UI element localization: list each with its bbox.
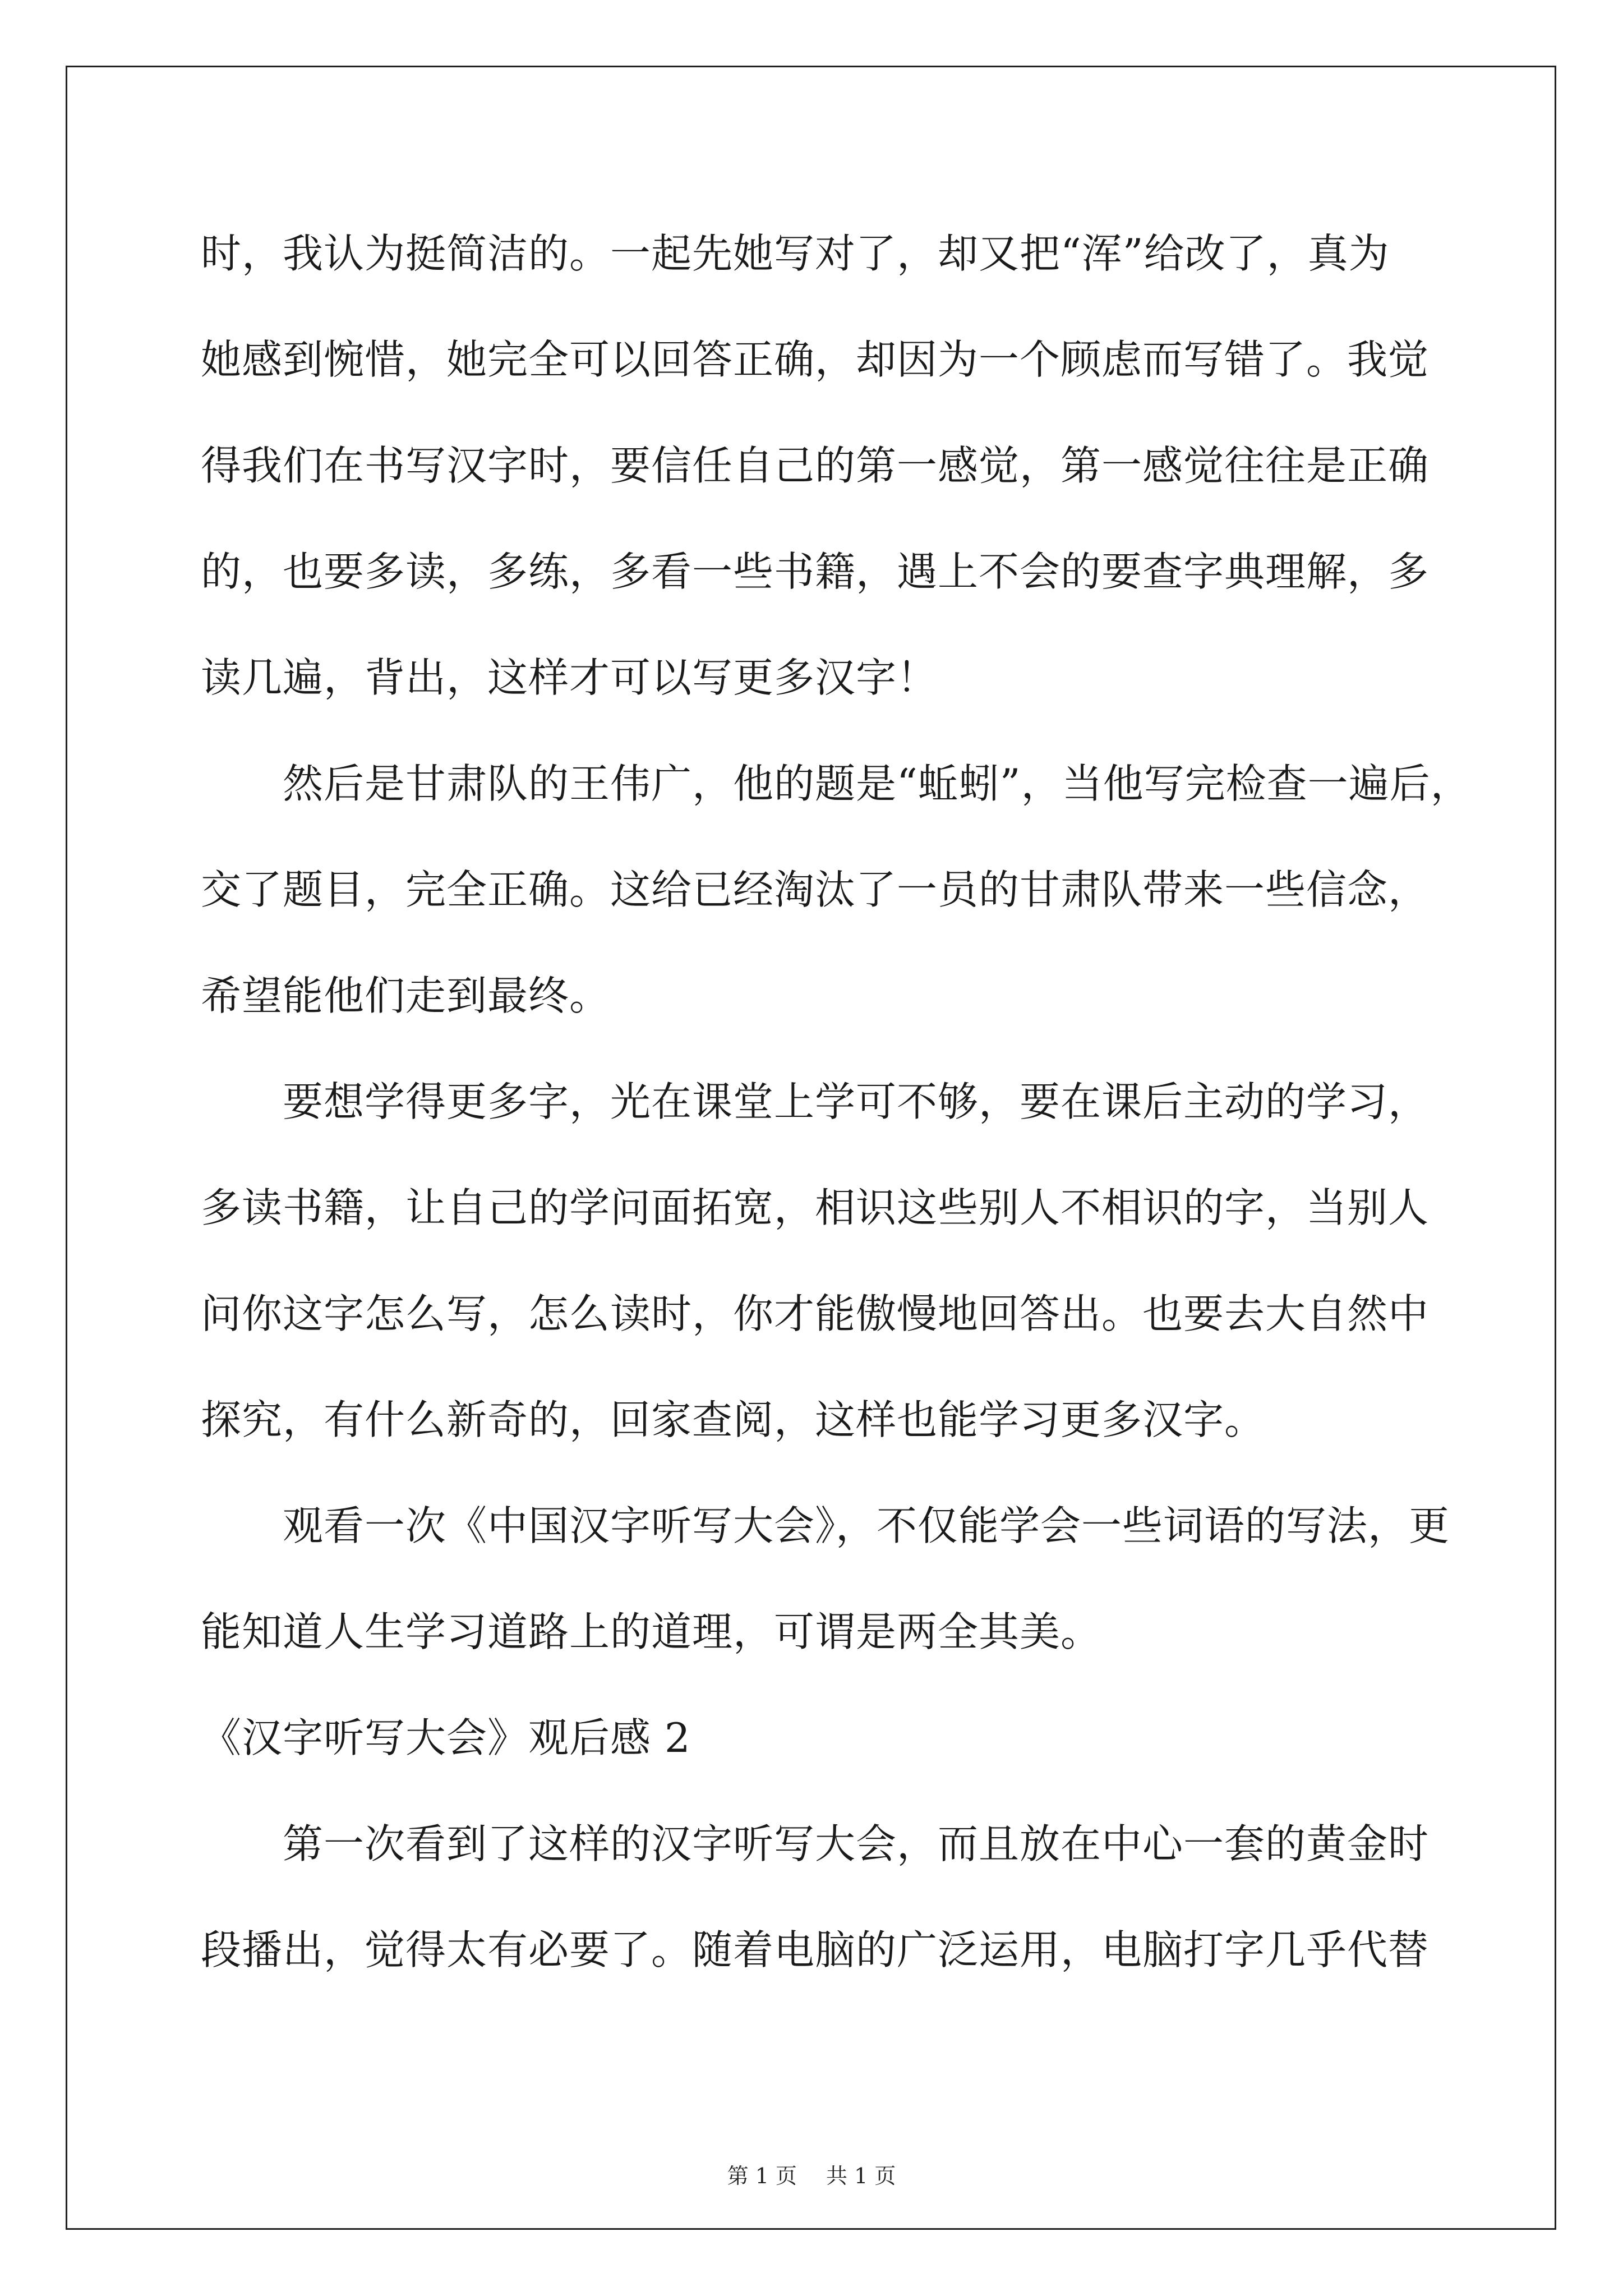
document-body [201,209,1472,2011]
section-heading: 《汉字听写大会》观后感 2 [201,1714,691,1761]
paragraph-start-line: 要想学得更多字，光在课堂上学可不够，要在课后主动的学习， [283,1078,1430,1125]
paragraph-start-line: 第一次看到了这样的汉字听写大会，而且放在中心一套的黄金时 [283,1820,1430,1867]
paragraph-start-line: 然后是甘肃队的王伟广，他的题是“蚯蚓”，当他写完检查一遍后， [283,760,1472,807]
text-line: 希望能他们走到最终。 [201,972,611,1019]
text-line: 的，也要多读，多练，多看一些书籍，遇上不会的要查字典理解，多 [201,548,1430,595]
text-line: 能知道人生学习道路上的道理，可谓是两全其美。 [201,1608,1102,1655]
text-line: 她感到惋惜，她完全可以回答正确，却因为一个顾虑而写错了。我觉 [201,336,1430,383]
text-line: 读几遍，背出，这样才可以写更多汉字！ [201,654,938,701]
text-line: 问你这字怎么写，怎么读时，你才能傲慢地回答出。也要去大自然中 [201,1290,1430,1337]
text-line: 探究，有什么新奇的，回家查阅，这样也能学习更多汉字。 [201,1396,1266,1443]
total-pages: 共 1 页 [826,2164,896,2188]
text-line: 交了题目，完全正确。这给已经淘汰了一员的甘肃队带来一些信念， [201,866,1430,913]
page-footer [0,2159,1623,2189]
text-line: 多读书籍，让自己的学问面拓宽，相识这些别人不相识的字，当别人 [201,1184,1430,1231]
paragraph-start-line: 观看一次《中国汉字听写大会》，不仅能学会一些词语的写法，更 [283,1502,1450,1549]
text-line: 段播出，觉得太有必要了。随着电脑的广泛运用，电脑打字几乎代替 [201,1926,1430,1973]
text-line: 时，我认为挺简洁的。一起先她写对了，却又把“浑”给改了，真为 [201,230,1390,277]
page-number: 第 1 页 [727,2164,797,2188]
text-line: 得我们在书写汉字时，要信任自己的第一感觉，第一感觉往往是正确 [201,442,1430,489]
